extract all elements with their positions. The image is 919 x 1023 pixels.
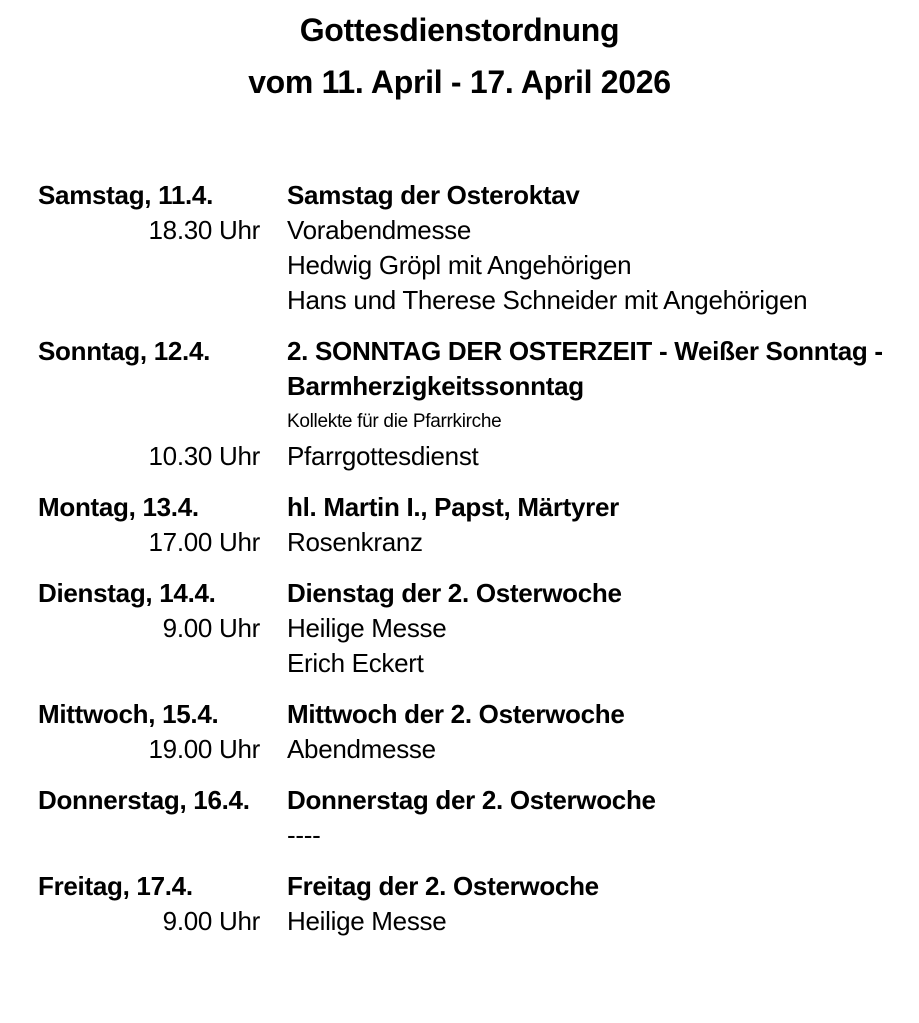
service-detail: Abendmesse <box>287 734 436 764</box>
schedule-row <box>0 283 919 318</box>
day-label: Sonntag, 12.4. <box>38 336 211 366</box>
service-heading: hl. Martin I., Papst, Märtyrer <box>287 492 619 522</box>
service-detail: Heilige Messe <box>287 613 447 643</box>
service-detail: Pfarrgottesdienst <box>287 441 479 471</box>
schedule <box>0 178 919 939</box>
time-label: 19.00 Uhr <box>148 734 260 764</box>
schedule-row <box>0 369 919 404</box>
schedule-row <box>0 904 919 939</box>
service-detail: Vorabendmesse <box>287 215 472 245</box>
time-label: 18.30 Uhr <box>148 215 260 245</box>
time-label: 10.30 Uhr <box>148 441 260 471</box>
schedule-row <box>0 439 919 474</box>
service-heading: Barmherzigkeitssonntag <box>287 371 584 401</box>
service-detail: Hedwig Gröpl mit Angehörigen <box>287 250 632 280</box>
schedule-row <box>0 732 919 767</box>
time-label: 9.00 Uhr <box>162 613 260 643</box>
service-heading: Mittwoch der 2. Osterwoche <box>287 699 625 729</box>
document-title <box>0 0 919 108</box>
schedule-row <box>0 178 919 213</box>
schedule-row <box>0 783 919 818</box>
schedule-row <box>0 525 919 560</box>
schedule-row <box>0 490 919 525</box>
time-spacer <box>38 404 260 439</box>
schedule-row <box>0 404 919 439</box>
schedule-row <box>0 869 919 904</box>
time-label: 17.00 Uhr <box>148 527 260 557</box>
schedule-entry <box>0 334 919 474</box>
day-label: Montag, 13.4. <box>38 492 199 522</box>
time-label: 9.00 Uhr <box>162 906 260 936</box>
day-label: Donnerstag, 16.4. <box>38 785 250 815</box>
schedule-row <box>0 213 919 248</box>
service-detail: Heilige Messe <box>287 906 447 936</box>
schedule-entry <box>0 697 919 767</box>
time-spacer <box>38 818 260 853</box>
day-label: Dienstag, 14.4. <box>38 578 216 608</box>
schedule-row <box>0 697 919 732</box>
document-title-line-2: vom 11. April - 17. April 2026 <box>248 64 671 100</box>
service-heading: Samstag der Osteroktav <box>287 180 580 210</box>
schedule-row <box>0 334 919 369</box>
collection-note: Kollekte für die Pfarrkirche <box>287 411 502 432</box>
schedule-entry <box>0 490 919 560</box>
time-spacer <box>38 283 260 318</box>
schedule-entry <box>0 576 919 681</box>
service-heading: 2. SONNTAG DER OSTERZEIT - Weißer Sonntag - <box>287 336 883 366</box>
document-title-line-1: Gottesdienstordnung <box>299 12 620 48</box>
service-detail: Erich Eckert <box>287 648 424 678</box>
time-spacer <box>38 248 260 283</box>
day-label: Freitag, 17.4. <box>38 871 193 901</box>
service-detail: Hans und Therese Schneider mit Angehörigen <box>287 285 808 315</box>
schedule-row <box>0 611 919 646</box>
day-label: Samstag, 11.4. <box>38 180 214 210</box>
time-spacer <box>38 369 260 404</box>
day-label: Mittwoch, 15.4. <box>38 699 219 729</box>
service-detail: Rosenkranz <box>287 527 423 557</box>
service-heading: Donnerstag der 2. Osterwoche <box>287 785 656 815</box>
schedule-row <box>0 818 919 853</box>
time-spacer <box>38 646 260 681</box>
schedule-entry <box>0 178 919 318</box>
service-heading: Freitag der 2. Osterwoche <box>287 871 599 901</box>
schedule-row <box>0 576 919 611</box>
schedule-row <box>0 646 919 681</box>
schedule-row <box>0 248 919 283</box>
schedule-entry <box>0 869 919 939</box>
service-detail: ---- <box>287 820 321 850</box>
schedule-entry <box>0 783 919 853</box>
service-heading: Dienstag der 2. Osterwoche <box>287 578 622 608</box>
